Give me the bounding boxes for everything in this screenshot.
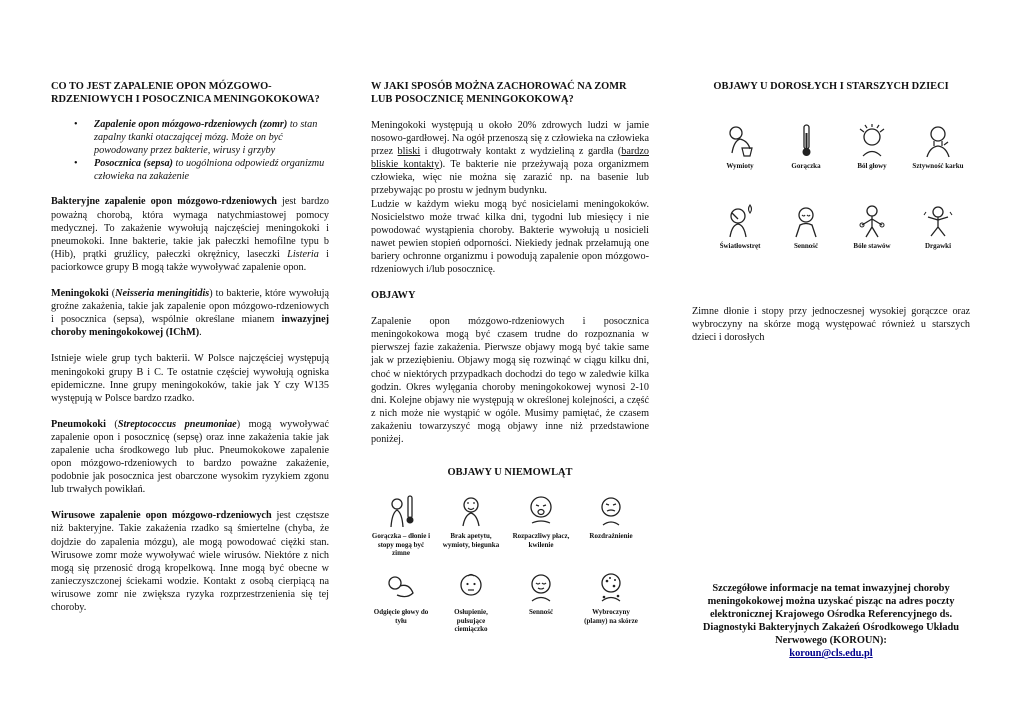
symptom-label: Senność [793,242,819,250]
column-2 [371,80,649,643]
symptom-label: Światłowstręt [719,242,761,250]
text: i paciorkowce grupy B mogą także wywoływać zapalenie opon. [51,248,329,273]
paragraph-transmission [371,119,649,198]
symptom-drowsiness [776,203,836,251]
heading-how-infected: W JAKI SPOSÓB MOŻNA ZACHOROWAĆ NA ZOMR LUB POSOCZNICĘ MENINGOKOKOWĄ? [371,81,627,105]
definition-list [51,118,329,183]
infant-symptoms-grid [371,483,649,643]
adult-symptoms-grid [692,103,970,263]
text: ) to bakterie, które wywołują groźne zakażenia, takie jak zapalenie opon mózgowo-rdzeniowych i posocznica (sepsa), wspólnie określane mianem [51,288,329,326]
symptom-label: Rozdrażnienie [589,532,633,541]
symptom-infant-fever [371,493,431,558]
symptom-headache [842,123,902,171]
symptom-label: Osłupienie, pulsujące ciemiączko [454,608,488,634]
definition-term: Posocznica (sepsa) [94,158,173,170]
vomiting-icon [722,123,758,159]
link-close[interactable]: bliski [397,146,421,158]
contact-block [692,582,970,660]
symptom-infant-crying [511,493,571,549]
term-pneumococci: Pneumokoki [51,418,106,430]
seizures-icon [920,203,956,239]
text: ). Te bakterie nie przeżywają poza organizmem człowieka, więc nie można się zarazić np. na basenie lub przebywając po prostu w jednym budynku. [371,159,649,197]
contact-text: Szczegółowe informacje na temat inwazyjnej choroby meningokokowej można uzyskać pisząc na adres poczty elektronicznej Krajowego Ośrodka Referencyjnego ds. Diagnostyki Bakteryjnych Zakażeń Ośrodkowego Układu Nerwowego (KOROUN): [702,583,960,647]
definition-term: Zapalenie opon mózgowo-rdzeniowych (zomr) [94,119,288,130]
email-link[interactable]: koroun@cls.edu.pl [789,648,873,660]
symptom-label: Gorączka [791,162,821,170]
symptom-label: Wybroczyny (plamy) na skórze [584,608,638,625]
column-1 [51,80,329,614]
symptom-label: Odgięcie głowy do tyłu [373,608,429,625]
vomiting-baby-icon [453,493,489,529]
text: i długotrwały kontakt z wydzieliną z gardła ( [420,146,622,158]
definition-text: to uogólniona odpowiedź organizmu człowieka na zakażenie [94,158,325,183]
text: ) mogą wywoływać zapalenie opon i posocznicę (sepsę) oraz inne zakażenia takie jak zapalenie ucha środkowego lub płuc. Pneumokokowe zapalenie opon mózgowo-rdzeniowych to bardzo poważne zakażenie, podobnie jak posocznica jest obarczone wysokim ryzykiem zgonu lub trwałych powikłań. [51,418,329,496]
text: ( [108,288,116,300]
symptom-infant-drowsiness [511,569,571,617]
symptom-fever [776,123,836,171]
fontanelle-baby-icon [453,569,489,605]
symptom-label: Brak apetytu, wymioty, biegunka [442,532,500,549]
term-meningococci: Meningokoki [51,288,109,300]
link-very-close-contacts[interactable]: bardzo bliskie kontakty [371,146,649,171]
term-viral: Wirusowe zapalenie opon mózgowo-rdzeniowych [51,510,272,522]
symptom-stiff-neck [908,123,968,171]
definition-text: to stan zapalny tkanki otaczającej mózg. Może on być powodowany przez bakterie, wirusy i grzyby [94,119,318,157]
symptom-label: Gorączka – dłonie i stopy mogą być zimne [371,532,431,558]
symptom-infant-stupor [441,569,501,634]
term-neisseria: Neisseria meningitidis [115,288,210,300]
symptom-vomiting [710,123,770,171]
term-ichm: inwazyjnej choroby meningokokowej (IChM) [51,314,329,339]
heading-what-is: CO TO JEST ZAPALENIE OPON MÓZGOWO-RDZENIOWYCH I POSOCZNICA MENINGOKOKOWA? [51,81,320,105]
text: jest bardzo poważną chorobą, która wymaga natychmiastowej pomocy medycznej. To zakażenie wywołują najczęściej meningokoki i pneumokoki. Inne bakterie, takie jak pałeczki hemofilne typu b (Hib), prątki gruźlicy, pałeczki okrężnicy, laseczki [51,196,329,260]
heading-symptoms: OBJAWY [371,290,416,302]
joint-pain-icon [854,203,890,239]
symptom-infant-appetite [441,493,501,549]
stiff-neck-icon [920,123,956,159]
paragraph-meningococci [51,287,329,339]
heading-adult-symptoms: OBJAWY U DOROSŁYCH I STARSZYCH DZIECI [713,81,949,92]
photophobia-icon [722,203,758,239]
sleepy-baby-icon [523,569,559,605]
symptom-infant-rash [581,569,641,625]
thermometer-icon [788,123,824,159]
paragraph-pneumococci [51,418,329,497]
text: jest częstsze niż bakteryjne. Takie zakażenia rzadko są śmiertelne (chyba, że dojdzie do zapalenia mózgu), ale mogą powodować ciężki stan. Wirusowe zomr może wywoływać wiele wirusów. Niektóre z nich mogą się przenosić drogą kropelkową. Inne mogą być obecne w zanieczyszczonej ściekami wodzie. Kontakt z osobą cierpiącą na wirusowe zomr nie zwiększa ryzyka rozprzestrzenienia się tej choroby. [51,510,329,613]
definition-item [51,118,329,157]
symptom-label: Senność [528,608,554,617]
irritable-baby-icon [593,493,629,529]
text: . [199,327,202,339]
term-bacterial: Bakteryjne zapalenie opon mózgowo-rdzeniowych [51,196,277,208]
paragraph-viral [51,509,329,614]
text: Meningokoki występują u około 20% zdrowych ludzi w jamie nosowo-gardłowej. Na ogół przenoszą się z człowieka na człowieka przez [371,120,649,158]
paragraph-bacterial [51,195,329,274]
symptom-label: Wymioty [726,162,754,170]
term-listeria: Listeria [287,248,319,260]
symptom-label: Sztywność karku [912,162,964,170]
crying-baby-icon [523,493,559,529]
symptom-label: Bóle stawów [853,242,891,250]
paragraph-carriers: Ludzie w każdym wieku mogą być nosicielami meningokoków. Nosicielstwo może trwać kilka dni, tygodni lub miesięcy i nie powodować wystąpienia choroby. Bakterie wywołują u nosicieli nawet pewien stopień odporności. Niekiedy jednak przełamują one bariery ochronne organizmu i powodują zapalenie opon mózgowo-rdzeniowych i/lub posocznicę. [371,198,649,276]
symptom-photophobia [710,203,770,251]
symptom-label: Ból głowy [857,162,887,170]
symptom-joint-pain [842,203,902,251]
symptom-infant-irritability [581,493,641,541]
drowsiness-icon [788,203,824,239]
headache-icon [854,123,890,159]
symptom-infant-neck [371,569,431,625]
definition-item [51,157,329,183]
term-streptococcus: Streptococcus pneumoniae [117,418,237,430]
heading-infant-symptoms: OBJAWY U NIEMOWLĄT [447,467,573,479]
paragraph-cold-hands: Zimne dłonie i stopy przy jednoczesnej wysokiej gorączce oraz wybroczyny na skórze mogą występować również u starszych dzieci i dorosłych [692,306,970,344]
column-3 [692,80,970,660]
thermometer-baby-icon [383,493,419,529]
text: ( [105,418,118,430]
symptom-label: Rozpaczliwy płacz, kwilenie [512,532,570,549]
rash-baby-icon [593,569,629,605]
symptom-seizures [908,203,968,251]
paragraph-groups: Istnieje wiele grup tych bakterii. W Polsce najczęściej występują meningokoki grupy B i C. Te ostatnie częściej wywołują ogniska epidemiczne. Inne grupy meningokoków, takie jak Y czy W135 występują w Polsce bardzo rzadko. [51,353,329,404]
paragraph-symptoms: Zapalenie opon mózgowo-rdzeniowych i posocznica meningokokowa mogą być czasem trudne do rozpoznania w pierwszej fazie zakażenia. Pierwsze objawy mogą być takie same jak w przeziębieniu. Objawy mogą się rozwinąć w ciągu kilku dni, choć w niektórych przypadkach dochodzi do tego w zaledwie kilka godzin. Okres wylęgania choroby meningokokowej wynosi 2-10 dni. Kolejne objawy nie występują w określonej kolejności, a część z nich może nie wystąpić w ogóle. Musimy pamiętać, że czasem zakażeniu towarzyszyć mogą objawy inne niż przedstawione poniżej. [371,316,649,445]
arched-baby-icon [383,569,419,605]
symptom-label: Drgawki [924,242,952,250]
